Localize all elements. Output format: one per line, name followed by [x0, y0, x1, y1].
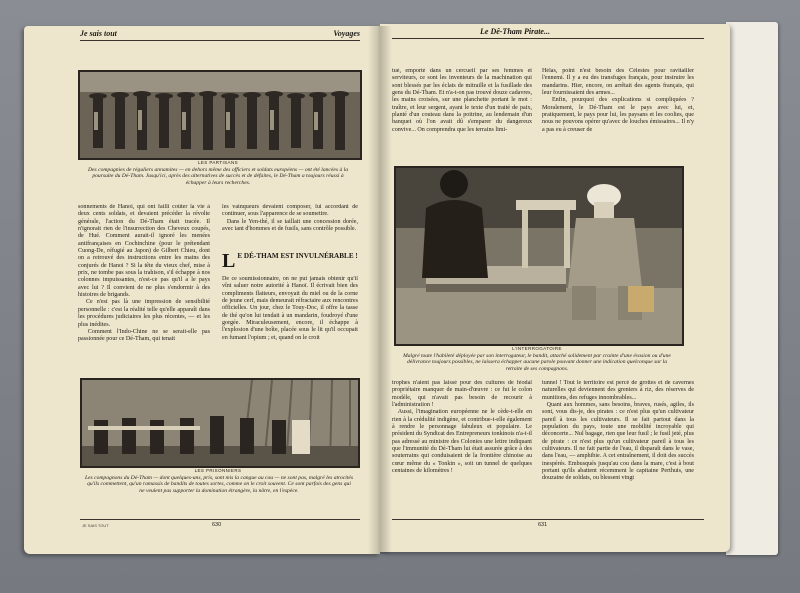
left-col2-para1: les vainqueurs devaient composer, lui accordant de continuer, sous l'apparence de se soumettre. [222, 204, 358, 218]
photo3-title: L'INTERROGATOIRE [512, 346, 562, 351]
header-rule-right [392, 38, 704, 39]
right-page [380, 24, 730, 552]
right-col2-para2: Enfin, pourquoi des explications si compliquées ? Moralement, le Dé-Tham est le pays avec lui, et, pratiquement, le pays pour lui, les paysans et les coolies, que nous ne pouvons opérer qu'avec de louches émissaires... Il n'y a pas eu à creuser de [542, 97, 694, 133]
footer-rule-left [80, 519, 360, 520]
left-subhead [222, 252, 358, 270]
left-footnote: JE SAIS TOUT [82, 523, 109, 528]
right-col3-para1: trophes n'aient pas laissé pour des cultures de féodal propriétaire manquer de main-d'œuvre : ce fut le colon modèle, qui n'avait pas besoin de recourir à l'administration ! [392, 380, 532, 409]
photo3-caption: Malgré toute l'habileté déployée par son interrogateur, le bandit, attaché solidement par crainte d'une évasion ou d'une délivrance toujours possibles, ne laissera échapper aucune parole pouvant donner une indication quelconque sur la retraite de ses compagnons. [403, 353, 671, 372]
right-column-4 [542, 380, 694, 516]
left-column-2-bottom [222, 276, 358, 380]
left-column-1 [78, 204, 210, 380]
right-col4-para2: Quant aux hommes, sans besoins, braves, rusés, agiles, ils sont, vous dis-je, des pirates : ce n'est plus qu'un cultivateur pareil à tous les cultivateurs. Il se fait partout dans la population du pays, toute une mobilité incroyable qui déconcerte... Nul bagage, rien que leur fusil ; le fusil jeté, plus de pirate : ce n'est plus qu'un cultivateur pareil à tous les cultivateurs. Il ne fait partie de l'eau, il disparaît dans le vase, dans l'eau, — amphibie. A cet entraînement, il doit des succès inespérés. Embusqués jusqu'au cou dans la mare, c'est à bout portant qu'ils abattent récemment le capitaine Perthuis, une douzaine de soldats, ou blessent vingt [542, 402, 694, 482]
footer-rule-right [392, 519, 704, 520]
section-header: Voyages [333, 29, 360, 38]
photo-prisoners-image [82, 380, 358, 466]
photo1-title: LES PARTISANS [197, 160, 239, 165]
left-running-header: Je sais tout [80, 29, 117, 38]
right-col4-para1: tunnel ! Tout le territoire est percé de grottes et de cavernes naturelles qui deviennent des greniers à riz, des réserves de munitions, des refuges innombrables... [542, 380, 694, 401]
photo-partisans-image [80, 72, 360, 158]
subhead-text: E DÉ-THAM EST INVULNÉRABLE ! [237, 252, 358, 260]
photo-prisoners [80, 378, 360, 468]
right-page-number: 631 [538, 522, 548, 528]
photo2-caption: Les compagnons du Dé-Tham — dont quelques-uns, pris, sont mis la cangue au cou — ne sont pas, malgré les atrocités qu'ils commettent, qu'un ramassis de bandits de toutes sortes, comme on le croit souvent. Ce sont parfois des gens qui ne veulent pas supporter la domination étrangère, la nôtre, en l'espèce. [84, 475, 354, 494]
left-col2-para2: Dans le Yen-thé, il se taillait une concession dorée, avec tant d'hommes et de fusils, sans contrôle possible. [222, 218, 358, 233]
right-column-1 [392, 68, 532, 164]
right-column-2 [542, 68, 694, 164]
left-col2-para3: De ce soumissionnaire, on ne put jamais obtenir qu'il vînt saluer notre autorité à Hanoï. Il écrivait bien des compliments flatteurs, envoyait du miel ou de la corne de jeune cerf, mais demeurait réfractaire aux rencontres officielles. Un jour, chez le Touy-Doc, il offre la tasse de thé qu'on lui tendait à un mandarin, foudroyé d'une gorgée. Miraculeusement, encore, il échappe à l'explosion d'une boîte, placée sous le lit qu'il occupait en fumant l'opium ; et, quand on le croit [222, 276, 358, 341]
right-running-header: Le Dê-Tham Pirate... [480, 27, 550, 36]
left-column-2-top [222, 204, 358, 244]
photo1-caption: Des compagnies de réguliers annamites — en dehors même des officiers et soldats européens — ont été lancées à la poursuite du Dé-Tham. Jusqu'ici, après des alternatives de succès et de défaites, le Dé-Tham a toujours réussi à échapper à leurs recherches. [87, 167, 348, 186]
book-gutter [368, 26, 392, 554]
subhead-dropcap: L [222, 250, 236, 272]
photo-interrogation-image [396, 168, 682, 344]
left-page-number: 630 [212, 522, 222, 528]
left-col1-para1: sonnements de Hanoi, qui ont failli coûter la vie à deux cents soldats, et devaient précéder la révolte générale, l'action du Dé-Tham était tracée. Il n'ignorait rien de l'insurrection des Cheveux coupés, de Hué. Comment aurait-il ignoré les menées antifrançaises en Cochinchine (pour le prétendant Cuong-De, réfugié au Japon) de Gilbert Chieu, dont on a retrouvé des instructions entre les mains des conjurés de Hanoi ? Si la tête du vieux chef, mise à prix, ne tombe pas sous la trahison, s'il échappe à nos colonnes impuissantes, n'est-ce pas qu'il a le pays avec lui ? Il convient de ne plus s'endormir à des histoires de brigands. [78, 204, 210, 299]
right-col2-para1: Hélas, point n'est besoin des Célestes pour ravitailler l'ennemi. Il y a eu des transfuges français, pour instruire les mandarins. Hier, encore, on arrêtait des agents français, qui leur fournissaient des armes... [542, 68, 694, 97]
photo2-title: LES PRISONNIERS [194, 468, 242, 473]
cover-edge [726, 22, 778, 555]
right-col3-para2: Aussi, l'imagination européenne ne le cède-t-elle en rien à la crédulité indigène, et contribue-t-elle également à rendre le personnage fabuleux et populaire. Le président du Syndicat des Entrepreneurs tonkinois n'a-t-il pas adressé au ministre des Colonies une lettre indiquant que l'immunité du Dé-Tham lui était assurée grâce à des souterrains qui conduisaient de la frontière chinoise au cœur même du « Tonkin », soit un tunnel de quelques centaines de kilomètres ! [392, 409, 532, 475]
photo-partisans [78, 70, 362, 160]
header-rule [80, 40, 360, 41]
left-col1-para2: Ce n'est pas là une impression de sensibilité personnelle : c'est la réalité telle qu'elle apparaît dans les procédures judiciaires les plus récentes, — et les plus inédites. [78, 299, 210, 328]
left-page [24, 26, 380, 554]
right-col1-para1: tué, emporté dans un cercueil par ses femmes et serviteurs, ce sont les inventeurs de la machination qui sont blessés par les éclats de mitraille et la fusillade des gens du Dé-Tham. Et n'a-t-on pas trouvé douze cadavres, les mains croisées, sur une planchette portant le mot : traître, et leur sergent, ayant le texte d'un traité de paix, planté d'un couteau dans la poitrine, au lendemain d'un banquet où l'on avait dû s'emparer du dangereux convive... On comprendra que les terrains limi- [392, 68, 532, 133]
photo-interrogation [394, 166, 684, 346]
right-column-3 [392, 380, 532, 516]
left-col1-para3: Comment l'Indo-Chine ne se serait-elle pas passionnée pour ce Dé-Tham, qui tenait [78, 328, 210, 343]
